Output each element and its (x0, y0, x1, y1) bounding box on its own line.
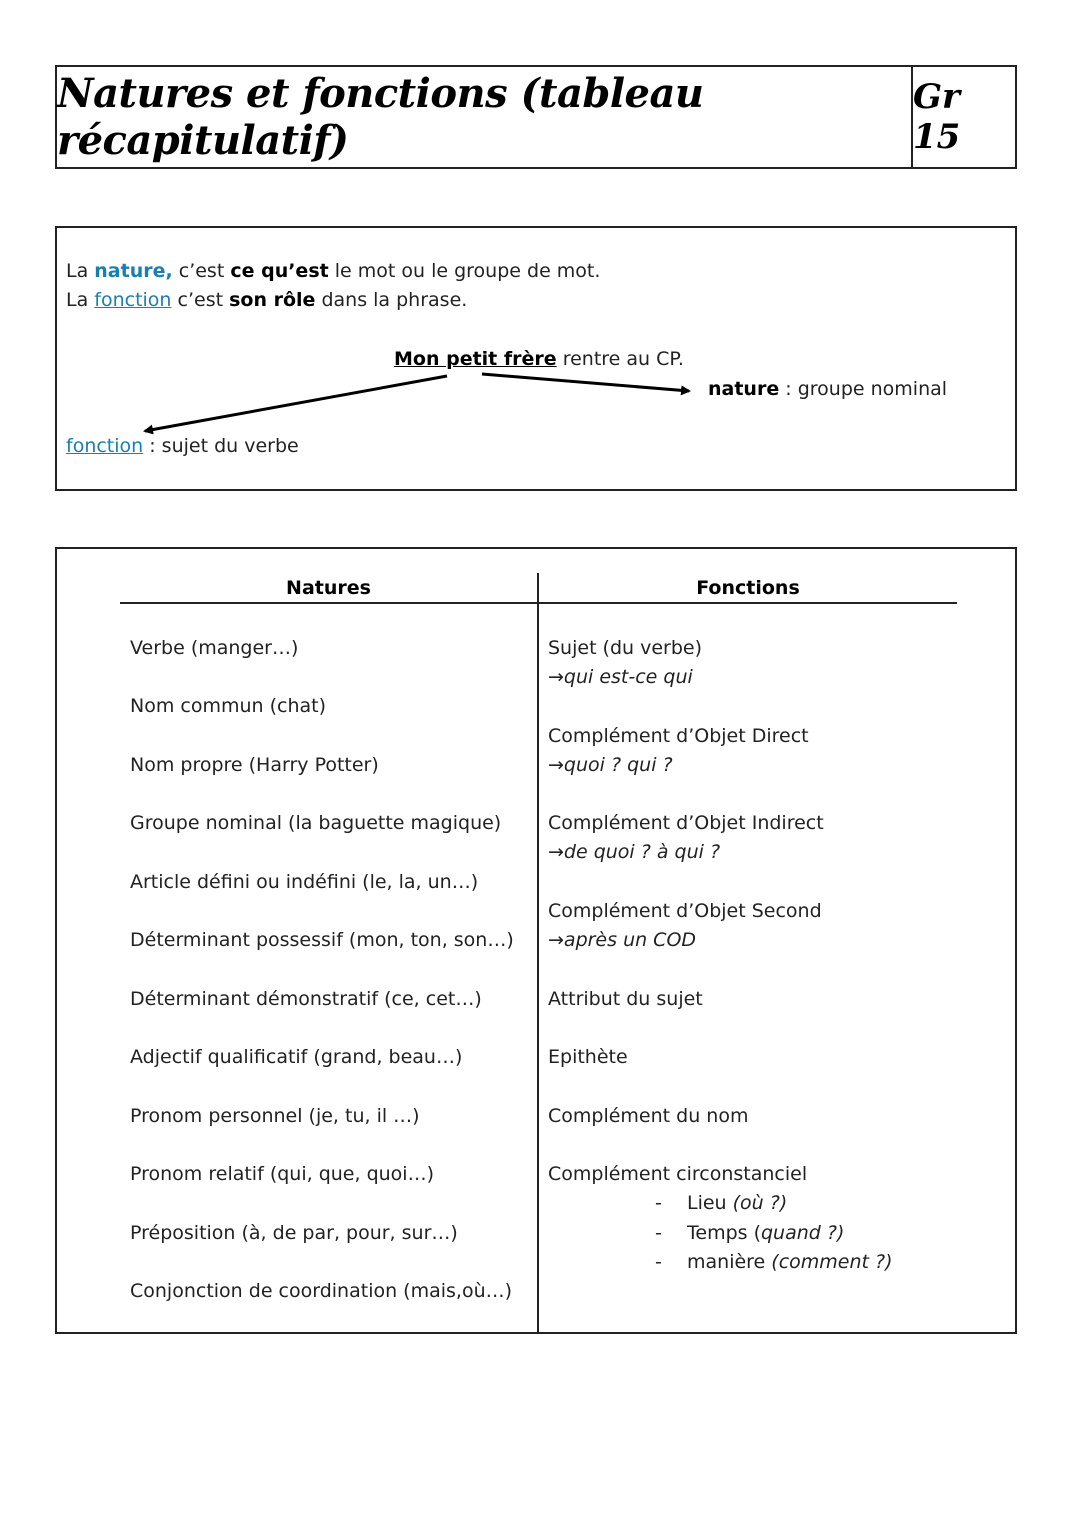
title-cell (57, 67, 913, 167)
fonction-item: Complément d’Objet Second (548, 900, 822, 922)
fonction-item: Sujet (du verbe) (548, 637, 703, 659)
fonction-label (66, 435, 299, 457)
nature-item: Article défini ou indéfini (le, la, un…) (130, 871, 479, 893)
column-divider (537, 573, 539, 1334)
cc-question: (comment ?) (771, 1251, 893, 1273)
nature-item: Déterminant démonstratif (ce, cet…) (130, 988, 482, 1010)
text: c’est (171, 289, 230, 311)
title-box (55, 65, 1017, 169)
nature-item: Verbe (manger…) (130, 637, 299, 659)
example-subject: Mon petit frère (394, 348, 557, 370)
fonction-item: Complément du nom (548, 1105, 749, 1127)
header-rule (120, 602, 957, 604)
fonction-item: Complément circonstanciel (548, 1163, 808, 1185)
example-sentence (394, 348, 684, 370)
column-header-natures: Natures (286, 577, 371, 599)
nature-item: Préposition (à, de par, pour, sur…) (130, 1222, 458, 1244)
nature-value: : groupe nominal (779, 378, 948, 400)
term-fonction: fonction (94, 289, 172, 311)
page-title: Natures et fonctions (tableau récapitulatif) (57, 70, 704, 164)
nature-item: Pronom personnel (je, tu, il …) (130, 1105, 420, 1127)
emphasis: ce qu’est (230, 260, 329, 282)
fonction-item: Complément d’Objet Direct (548, 725, 809, 747)
cc-question: (où ?) (732, 1192, 788, 1214)
arrow-to-fonction (145, 376, 447, 431)
text: La (66, 260, 95, 282)
text: le mot ou le groupe de mot. (328, 260, 601, 282)
text: dans la phrase. (315, 289, 468, 311)
bullet-dash: - (655, 1251, 662, 1273)
text: La (66, 289, 95, 311)
fonction-question: →après un COD (548, 929, 697, 951)
nature-item: Groupe nominal (la baguette magique) (130, 812, 502, 834)
nature-item: Déterminant possessif (mon, ton, son…) (130, 929, 514, 951)
nature-item: Pronom relatif (qui, que, quoi…) (130, 1163, 434, 1185)
nature-label (708, 378, 947, 400)
nature-item: Adjectif qualificatif (grand, beau…) (130, 1046, 463, 1068)
text: c’est (172, 260, 231, 282)
bullet-dash: - (655, 1192, 662, 1214)
example-rest: rentre au CP. (556, 348, 684, 370)
cc-label: manière (687, 1251, 772, 1273)
definition-fonction (66, 289, 467, 311)
nature-item: Nom commun (chat) (130, 695, 327, 717)
cc-label: Lieu (687, 1192, 733, 1214)
fonction-question: →de quoi ? à qui ? (548, 841, 721, 863)
definition-nature (66, 260, 600, 282)
fonction-value: : sujet du verbe (143, 435, 299, 457)
lesson-code: Gr 15 (913, 77, 961, 157)
summary-table (55, 547, 1017, 1334)
fonction-item: Complément d’Objet Indirect (548, 812, 824, 834)
cc-question: quand ?) (761, 1222, 845, 1244)
definition-box (55, 226, 1017, 491)
fonction-item: Attribut du sujet (548, 988, 703, 1010)
nature-item: Conjonction de coordination (mais,où…) (130, 1280, 513, 1302)
circonstanciel-item (655, 1222, 844, 1244)
circonstanciel-item (655, 1192, 787, 1214)
cc-label: Temps ( (687, 1222, 761, 1244)
emphasis: son rôle (229, 289, 316, 311)
circonstanciel-item (655, 1251, 893, 1273)
fonction-term: fonction (66, 435, 144, 457)
arrow-to-nature (482, 374, 689, 391)
fonction-item: Epithète (548, 1046, 628, 1068)
term-nature: nature, (94, 260, 173, 282)
bullet-dash: - (655, 1222, 662, 1244)
lesson-code-cell (913, 67, 1015, 167)
fonction-question: →qui est-ce qui (548, 666, 693, 688)
nature-item: Nom propre (Harry Potter) (130, 754, 379, 776)
fonction-question: →quoi ? qui ? (548, 754, 673, 776)
nature-term: nature (708, 378, 780, 400)
column-header-fonctions: Fonctions (696, 577, 800, 599)
